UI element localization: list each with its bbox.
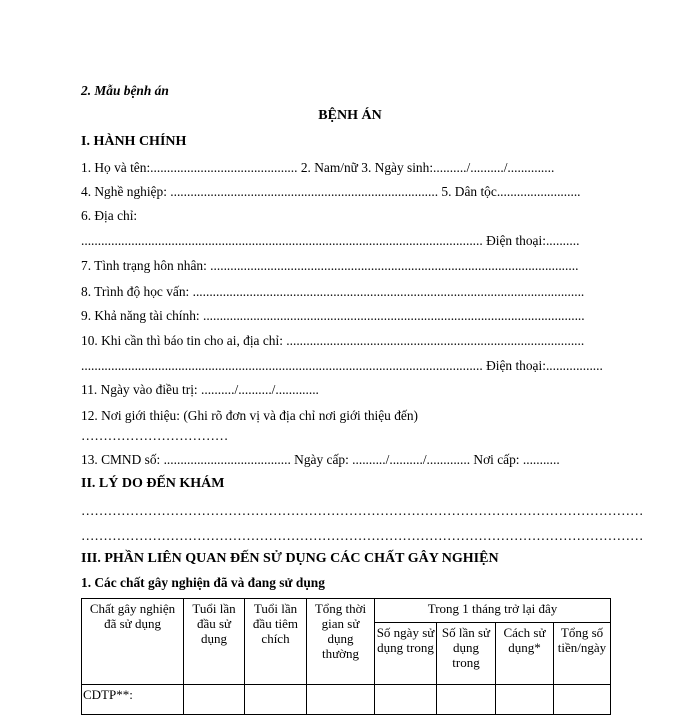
header-total-duration: Tổng thời gian sử dụng thường (307, 599, 375, 685)
row-label-cdtp: CDTP**: (82, 685, 184, 715)
reason-blank-line-1: ……………………………………………………………………………………………………………… (81, 503, 644, 518)
field-referral-blank: …………………………… (81, 428, 229, 443)
section-title-administrative: I. HÀNH CHÍNH (81, 134, 187, 149)
subsection-title-substances-used: 1. Các chất gây nghiện đã và đang sử dụng (81, 575, 325, 590)
header-method: Cách sử dụng* (496, 623, 554, 685)
field-address-label: 6. Địa chỉ: (81, 208, 138, 223)
field-marital-status: 7. Tình trạng hôn nhân: .............................................................................................................. (81, 258, 579, 273)
field-education: 8. Trình độ học vấn: ..................................................................................................................... (81, 284, 585, 299)
field-address-phone: ........................................................................................................................ Điện thoại:.......... (81, 233, 580, 248)
field-id-card: 13. CMND số: ...................................... Ngày cấp: ........../........../............. Nơi cấp: ........... (81, 452, 560, 467)
field-admission-date: 11. Ngày vào điều trị: ........../........../............. (81, 382, 319, 397)
header-first-inject-age: Tuổi lần đầu tiêm chích (245, 599, 307, 685)
substance-use-table (81, 598, 611, 715)
header-last-month-group: Trong 1 tháng trở lại đây (375, 599, 611, 623)
form-heading: 2. Mẫu bệnh án (81, 83, 169, 98)
field-occupation-ethnicity: 4. Nghề nghiệp: ................................................................................ 5. Dân tộc......................... (81, 184, 581, 199)
document-title: BỆNH ÁN (318, 108, 382, 123)
field-name-gender-dob: 1. Họ và tên:............................................ 2. Nam/nữ 3. Ngày sinh:........../........../.............. (81, 160, 555, 175)
header-days-used: Số ngày sử dụng trong (375, 623, 437, 685)
field-financial: 9. Khả năng tài chính: .................................................................................................................. (81, 308, 585, 323)
reason-blank-line-2: ……………………………………………………………………………………………………………… (81, 528, 644, 543)
header-money-per-day: Tổng số tiền/ngày (554, 623, 611, 685)
section-title-substances: III. PHẦN LIÊN QUAN ĐẾN SỬ DỤNG CÁC CHẤT GÂY NGHIỆN (81, 551, 499, 566)
header-first-use-age: Tuổi lần đầu sử dụng (184, 599, 245, 685)
section-title-reason: II. LÝ DO ĐẾN KHÁM (81, 476, 225, 491)
field-emergency-phone: ........................................................................................................................ Điện thoại:................. (81, 358, 603, 373)
header-times-used: Số lần sử dụng trong (437, 623, 496, 685)
field-referral-label: 12. Nơi giới thiệu: (Ghi rõ đơn vị và địa chỉ nơi giới thiệu đến) (81, 408, 419, 423)
field-emergency-contact: 10. Khi cần thì báo tin cho ai, địa chỉ: ......................................................................................... (81, 333, 585, 348)
header-substance: Chất gây nghiện đã sử dụng (82, 599, 184, 685)
